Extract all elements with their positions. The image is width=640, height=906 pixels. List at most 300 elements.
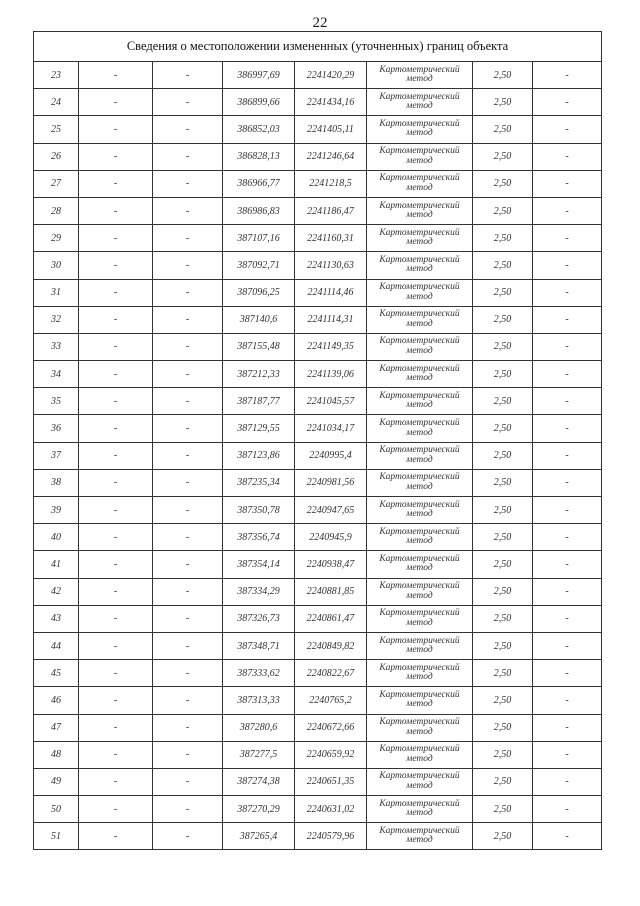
- table-row: [34, 170, 602, 197]
- point-description: -: [533, 279, 602, 306]
- existing-x-cell: -: [79, 632, 153, 659]
- existing-y-cell: -: [153, 116, 223, 143]
- new-y-coordinate: 2241139,06: [295, 361, 367, 388]
- precision-value: 2,50: [473, 415, 533, 442]
- precision-value: 2,50: [473, 632, 533, 659]
- point-description: -: [533, 442, 602, 469]
- method-line-2: метод: [406, 454, 433, 465]
- existing-y-cell: -: [153, 741, 223, 768]
- table-row: [34, 89, 602, 116]
- precision-value: 2,50: [473, 89, 533, 116]
- method-line-1: Картометрический: [379, 254, 460, 265]
- new-x-coordinate: 387096,25: [223, 279, 295, 306]
- point-number: 38: [34, 469, 79, 496]
- determination-method: [367, 388, 473, 415]
- method-line-2: метод: [406, 509, 433, 520]
- existing-y-cell: -: [153, 578, 223, 605]
- precision-value: 2,50: [473, 578, 533, 605]
- determination-method: [367, 741, 473, 768]
- point-number: 40: [34, 524, 79, 551]
- precision-value: 2,50: [473, 279, 533, 306]
- table-row: [34, 551, 602, 578]
- new-y-coordinate: 2241160,31: [295, 225, 367, 252]
- determination-method: [367, 823, 473, 850]
- point-description: -: [533, 524, 602, 551]
- method-line-2: метод: [406, 427, 433, 438]
- existing-x-cell: -: [79, 333, 153, 360]
- new-x-coordinate: 387333,62: [223, 660, 295, 687]
- precision-value: 2,50: [473, 768, 533, 795]
- existing-y-cell: -: [153, 823, 223, 850]
- determination-method: [367, 225, 473, 252]
- existing-x-cell: -: [79, 796, 153, 823]
- point-description: -: [533, 333, 602, 360]
- precision-value: 2,50: [473, 252, 533, 279]
- determination-method: [367, 361, 473, 388]
- precision-value: 2,50: [473, 741, 533, 768]
- determination-method: [367, 469, 473, 496]
- existing-y-cell: -: [153, 796, 223, 823]
- new-x-coordinate: 387107,16: [223, 225, 295, 252]
- determination-method: [367, 796, 473, 823]
- existing-x-cell: -: [79, 388, 153, 415]
- method-line-1: Картометрический: [379, 64, 460, 75]
- determination-method: [367, 252, 473, 279]
- determination-method: [367, 306, 473, 333]
- point-number: 43: [34, 605, 79, 632]
- table-row: [34, 605, 602, 632]
- new-x-coordinate: 387274,38: [223, 768, 295, 795]
- method-line-2: метод: [406, 74, 433, 85]
- precision-value: 2,50: [473, 687, 533, 714]
- existing-x-cell: -: [79, 62, 153, 89]
- existing-y-cell: -: [153, 768, 223, 795]
- method-line-1: Картометрический: [379, 608, 460, 619]
- new-x-coordinate: 387155,48: [223, 333, 295, 360]
- existing-x-cell: -: [79, 116, 153, 143]
- existing-x-cell: -: [79, 497, 153, 524]
- point-number: 33: [34, 333, 79, 360]
- point-number: 24: [34, 89, 79, 116]
- precision-value: 2,50: [473, 197, 533, 224]
- table-row: [34, 660, 602, 687]
- existing-x-cell: -: [79, 89, 153, 116]
- point-number: 28: [34, 197, 79, 224]
- precision-value: 2,50: [473, 551, 533, 578]
- point-description: -: [533, 415, 602, 442]
- method-line-2: метод: [406, 672, 433, 683]
- existing-y-cell: -: [153, 714, 223, 741]
- method-line-1: Картометрический: [379, 717, 460, 728]
- existing-x-cell: -: [79, 442, 153, 469]
- table-row: [34, 687, 602, 714]
- new-x-coordinate: 387129,55: [223, 415, 295, 442]
- existing-y-cell: -: [153, 605, 223, 632]
- new-x-coordinate: 387270,29: [223, 796, 295, 823]
- new-x-coordinate: 387123,86: [223, 442, 295, 469]
- existing-y-cell: -: [153, 361, 223, 388]
- existing-y-cell: -: [153, 143, 223, 170]
- table-row: [34, 442, 602, 469]
- point-description: -: [533, 768, 602, 795]
- point-description: -: [533, 143, 602, 170]
- table-row: [34, 578, 602, 605]
- method-line-1: Картометрический: [379, 363, 460, 374]
- existing-y-cell: -: [153, 632, 223, 659]
- point-description: -: [533, 225, 602, 252]
- determination-method: [367, 89, 473, 116]
- table-row: [34, 768, 602, 795]
- precision-value: 2,50: [473, 361, 533, 388]
- point-description: -: [533, 388, 602, 415]
- existing-x-cell: -: [79, 306, 153, 333]
- existing-x-cell: -: [79, 361, 153, 388]
- method-line-1: Картометрический: [379, 173, 460, 184]
- new-x-coordinate: 386852,03: [223, 116, 295, 143]
- existing-x-cell: -: [79, 551, 153, 578]
- method-line-1: Картометрический: [379, 282, 460, 293]
- method-line-1: Картометрический: [379, 390, 460, 401]
- table-row: [34, 279, 602, 306]
- existing-y-cell: -: [153, 89, 223, 116]
- point-description: -: [533, 823, 602, 850]
- method-line-2: метод: [406, 645, 433, 656]
- point-description: -: [533, 632, 602, 659]
- new-x-coordinate: 386986,83: [223, 197, 295, 224]
- point-number: 31: [34, 279, 79, 306]
- new-x-coordinate: 386966,77: [223, 170, 295, 197]
- existing-y-cell: -: [153, 388, 223, 415]
- method-line-2: метод: [406, 264, 433, 275]
- precision-value: 2,50: [473, 497, 533, 524]
- point-number: 44: [34, 632, 79, 659]
- method-line-2: метод: [406, 373, 433, 384]
- table-caption: Сведения о местоположении измененных (уточненных) границ объекта: [34, 32, 602, 62]
- point-description: -: [533, 741, 602, 768]
- table-row: [34, 143, 602, 170]
- method-line-2: метод: [406, 182, 433, 193]
- new-y-coordinate: 2240579,96: [295, 823, 367, 850]
- point-description: -: [533, 605, 602, 632]
- existing-x-cell: -: [79, 714, 153, 741]
- existing-y-cell: -: [153, 524, 223, 551]
- existing-x-cell: -: [79, 578, 153, 605]
- table-row: [34, 306, 602, 333]
- page-number: 22: [312, 15, 328, 31]
- existing-x-cell: -: [79, 197, 153, 224]
- precision-value: 2,50: [473, 143, 533, 170]
- point-description: -: [533, 714, 602, 741]
- table-row: [34, 823, 602, 850]
- method-line-2: метод: [406, 128, 433, 139]
- precision-value: 2,50: [473, 442, 533, 469]
- point-description: -: [533, 116, 602, 143]
- existing-y-cell: -: [153, 660, 223, 687]
- point-description: -: [533, 197, 602, 224]
- existing-x-cell: -: [79, 469, 153, 496]
- determination-method: [367, 578, 473, 605]
- method-line-1: Картометрический: [379, 418, 460, 429]
- new-x-coordinate: 386828,13: [223, 143, 295, 170]
- existing-y-cell: -: [153, 62, 223, 89]
- point-number: 49: [34, 768, 79, 795]
- method-line-1: Картометрический: [379, 798, 460, 809]
- method-line-2: метод: [406, 780, 433, 791]
- existing-x-cell: -: [79, 823, 153, 850]
- existing-y-cell: -: [153, 469, 223, 496]
- point-description: -: [533, 497, 602, 524]
- existing-x-cell: -: [79, 170, 153, 197]
- table-row: [34, 62, 602, 89]
- method-line-1: Картометрический: [379, 91, 460, 102]
- point-number: 34: [34, 361, 79, 388]
- table-row: [34, 741, 602, 768]
- method-line-1: Картометрический: [379, 744, 460, 755]
- determination-method: [367, 415, 473, 442]
- new-x-coordinate: 387212,33: [223, 361, 295, 388]
- point-description: -: [533, 252, 602, 279]
- determination-method: [367, 197, 473, 224]
- method-line-1: Картометрический: [379, 146, 460, 157]
- point-description: -: [533, 796, 602, 823]
- new-y-coordinate: 2240651,35: [295, 768, 367, 795]
- table-row: [34, 333, 602, 360]
- method-line-2: метод: [406, 699, 433, 710]
- table-caption-row: [34, 32, 602, 62]
- table-row: [34, 361, 602, 388]
- precision-value: 2,50: [473, 796, 533, 823]
- point-description: -: [533, 687, 602, 714]
- method-line-2: метод: [406, 753, 433, 764]
- new-y-coordinate: 2241405,11: [295, 116, 367, 143]
- table-row: [34, 796, 602, 823]
- point-number: 50: [34, 796, 79, 823]
- point-number: 36: [34, 415, 79, 442]
- method-line-1: Картометрический: [379, 662, 460, 673]
- new-x-coordinate: 387313,33: [223, 687, 295, 714]
- point-number: 30: [34, 252, 79, 279]
- method-line-2: метод: [406, 563, 433, 574]
- new-y-coordinate: 2241114,46: [295, 279, 367, 306]
- existing-x-cell: -: [79, 415, 153, 442]
- point-description: -: [533, 306, 602, 333]
- determination-method: [367, 768, 473, 795]
- new-y-coordinate: 2240947,65: [295, 497, 367, 524]
- precision-value: 2,50: [473, 605, 533, 632]
- determination-method: [367, 116, 473, 143]
- existing-x-cell: -: [79, 687, 153, 714]
- existing-x-cell: -: [79, 741, 153, 768]
- table-row: [34, 116, 602, 143]
- method-line-1: Картометрический: [379, 825, 460, 836]
- point-number: 45: [34, 660, 79, 687]
- existing-x-cell: -: [79, 143, 153, 170]
- new-y-coordinate: 2241420,29: [295, 62, 367, 89]
- precision-value: 2,50: [473, 388, 533, 415]
- precision-value: 2,50: [473, 524, 533, 551]
- existing-y-cell: -: [153, 687, 223, 714]
- method-line-2: метод: [406, 291, 433, 302]
- method-line-1: Картометрический: [379, 445, 460, 456]
- method-line-2: метод: [406, 590, 433, 601]
- existing-y-cell: -: [153, 497, 223, 524]
- existing-y-cell: -: [153, 170, 223, 197]
- method-line-2: метод: [406, 101, 433, 112]
- method-line-2: метод: [406, 481, 433, 492]
- point-description: -: [533, 551, 602, 578]
- point-number: 29: [34, 225, 79, 252]
- table-row: [34, 415, 602, 442]
- method-line-2: метод: [406, 345, 433, 356]
- method-line-1: Картометрический: [379, 771, 460, 782]
- point-number: 25: [34, 116, 79, 143]
- precision-value: 2,50: [473, 62, 533, 89]
- determination-method: [367, 442, 473, 469]
- precision-value: 2,50: [473, 333, 533, 360]
- determination-method: [367, 279, 473, 306]
- method-line-2: метод: [406, 536, 433, 547]
- existing-y-cell: -: [153, 442, 223, 469]
- table-row: [34, 388, 602, 415]
- new-y-coordinate: 2240995,4: [295, 442, 367, 469]
- determination-method: [367, 170, 473, 197]
- new-x-coordinate: 387348,71: [223, 632, 295, 659]
- new-x-coordinate: 387140,6: [223, 306, 295, 333]
- existing-y-cell: -: [153, 551, 223, 578]
- method-line-2: метод: [406, 400, 433, 411]
- new-y-coordinate: 2241186,47: [295, 197, 367, 224]
- existing-y-cell: -: [153, 197, 223, 224]
- point-number: 48: [34, 741, 79, 768]
- new-y-coordinate: 2241034,17: [295, 415, 367, 442]
- existing-x-cell: -: [79, 660, 153, 687]
- existing-y-cell: -: [153, 306, 223, 333]
- point-description: -: [533, 361, 602, 388]
- method-line-2: метод: [406, 318, 433, 329]
- precision-value: 2,50: [473, 714, 533, 741]
- precision-value: 2,50: [473, 116, 533, 143]
- determination-method: [367, 551, 473, 578]
- point-number: 42: [34, 578, 79, 605]
- table-row: [34, 632, 602, 659]
- method-line-1: Картометрический: [379, 227, 460, 238]
- point-number: 39: [34, 497, 79, 524]
- new-x-coordinate: 387326,73: [223, 605, 295, 632]
- determination-method: [367, 143, 473, 170]
- method-line-1: Картометрический: [379, 553, 460, 564]
- table-row: [34, 225, 602, 252]
- existing-y-cell: -: [153, 225, 223, 252]
- method-line-1: Картометрический: [379, 499, 460, 510]
- point-description: -: [533, 170, 602, 197]
- new-x-coordinate: 387187,77: [223, 388, 295, 415]
- new-x-coordinate: 387277,5: [223, 741, 295, 768]
- new-x-coordinate: 387280,6: [223, 714, 295, 741]
- new-y-coordinate: 2240659,92: [295, 741, 367, 768]
- new-x-coordinate: 387265,4: [223, 823, 295, 850]
- new-y-coordinate: 2241218,5: [295, 170, 367, 197]
- determination-method: [367, 632, 473, 659]
- boundary-coordinates-table: [33, 31, 602, 850]
- existing-y-cell: -: [153, 252, 223, 279]
- determination-method: [367, 497, 473, 524]
- point-number: 23: [34, 62, 79, 89]
- method-line-2: метод: [406, 210, 433, 221]
- existing-y-cell: -: [153, 333, 223, 360]
- new-y-coordinate: 2240861,47: [295, 605, 367, 632]
- new-y-coordinate: 2241434,16: [295, 89, 367, 116]
- method-line-1: Картометрический: [379, 309, 460, 320]
- table-row: [34, 252, 602, 279]
- new-x-coordinate: 386899,66: [223, 89, 295, 116]
- existing-x-cell: -: [79, 252, 153, 279]
- point-number: 37: [34, 442, 79, 469]
- new-y-coordinate: 2241045,57: [295, 388, 367, 415]
- precision-value: 2,50: [473, 306, 533, 333]
- determination-method: [367, 524, 473, 551]
- point-number: 26: [34, 143, 79, 170]
- point-number: 47: [34, 714, 79, 741]
- new-y-coordinate: 2240849,82: [295, 632, 367, 659]
- method-line-2: метод: [406, 808, 433, 819]
- new-y-coordinate: 2240765,2: [295, 687, 367, 714]
- method-line-1: Картометрический: [379, 336, 460, 347]
- precision-value: 2,50: [473, 225, 533, 252]
- method-line-2: метод: [406, 835, 433, 846]
- point-number: 32: [34, 306, 79, 333]
- method-line-1: Картометрический: [379, 689, 460, 700]
- new-y-coordinate: 2240945,9: [295, 524, 367, 551]
- method-line-2: метод: [406, 726, 433, 737]
- existing-x-cell: -: [79, 768, 153, 795]
- point-description: -: [533, 62, 602, 89]
- determination-method: [367, 333, 473, 360]
- determination-method: [367, 714, 473, 741]
- method-line-1: Картометрический: [379, 472, 460, 483]
- new-x-coordinate: 387334,29: [223, 578, 295, 605]
- new-y-coordinate: 2241149,35: [295, 333, 367, 360]
- new-x-coordinate: 387354,14: [223, 551, 295, 578]
- method-line-2: метод: [406, 155, 433, 166]
- method-line-2: метод: [406, 617, 433, 628]
- existing-x-cell: -: [79, 605, 153, 632]
- determination-method: [367, 62, 473, 89]
- method-line-1: Картометрический: [379, 526, 460, 537]
- precision-value: 2,50: [473, 823, 533, 850]
- table-row: [34, 524, 602, 551]
- point-description: -: [533, 578, 602, 605]
- new-y-coordinate: 2240981,56: [295, 469, 367, 496]
- existing-x-cell: -: [79, 524, 153, 551]
- method-line-2: метод: [406, 237, 433, 248]
- table-row: [34, 714, 602, 741]
- new-y-coordinate: 2241130,63: [295, 252, 367, 279]
- new-y-coordinate: 2240672,66: [295, 714, 367, 741]
- new-y-coordinate: 2240881,85: [295, 578, 367, 605]
- point-description: -: [533, 660, 602, 687]
- point-number: 51: [34, 823, 79, 850]
- table-row: [34, 197, 602, 224]
- new-y-coordinate: 2240822,67: [295, 660, 367, 687]
- new-x-coordinate: 387350,78: [223, 497, 295, 524]
- table-row: [34, 497, 602, 524]
- table-row: [34, 469, 602, 496]
- point-number: 27: [34, 170, 79, 197]
- existing-y-cell: -: [153, 279, 223, 306]
- point-number: 35: [34, 388, 79, 415]
- determination-method: [367, 605, 473, 632]
- method-line-1: Картометрический: [379, 118, 460, 129]
